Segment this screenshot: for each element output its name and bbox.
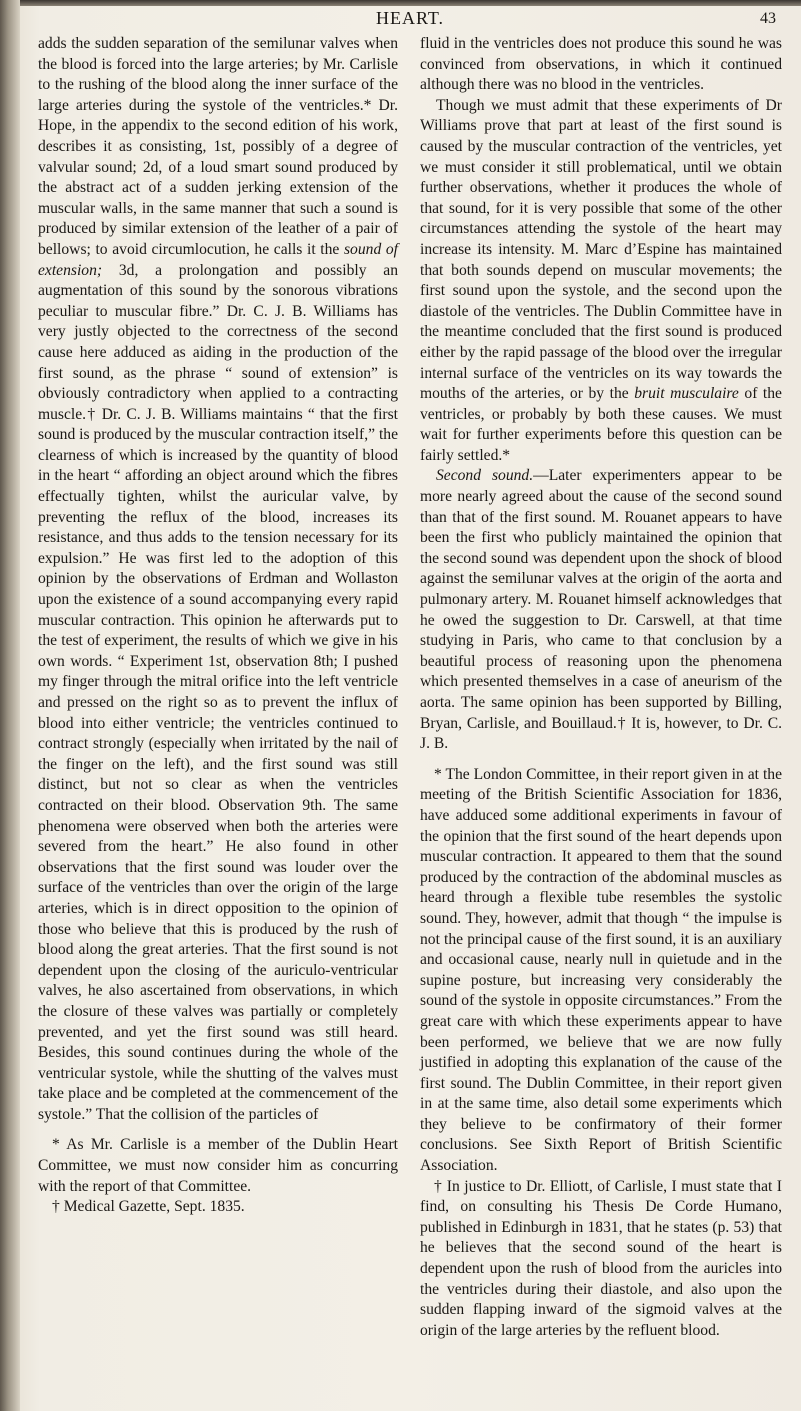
left-footnote-1: * As Mr. Carlisle is a member of the Dublin Heart Committee, we must now consider him as concurring with the report of that Committee. [38, 1136, 398, 1195]
right-paragraph-3 [420, 466, 782, 754]
left-paragraph-1-emphasis: sound of extension; [38, 240, 398, 279]
left-paragraph-1 [38, 34, 398, 1125]
left-column [38, 34, 398, 1218]
right-paragraph-2 [420, 96, 782, 467]
right-footnotes [420, 765, 782, 1342]
right-paragraph-2-emphasis: bruit musculaire [634, 385, 739, 403]
left-footnote-2: † Medical Gazette, Sept. 1835. [52, 1198, 245, 1216]
page-number: 43 [760, 10, 776, 27]
section-heading-second-sound: Second sound. [436, 467, 534, 485]
running-head: HEART. [375, 8, 445, 28]
left-paragraph-1-text: adds the sudden separation of the semilunar valves when the blood is forced into the large arteries; by Mr. Carlisle to the rushing of the blood along the inner surface of the large arteries during the systole of the ventricles.* Dr. Hope, in the appendix to the second edition of his work, describes it as consisting, 1st, possibly of a degree of valvular sound; 2d, of a loud smart sound produced by the abstract act of a sudden jerking extension of the muscular walls, in the same manner that such a sound is produced by similar extension of the leather of a pair of bellows; to avoid circumlocution, he calls it the [38, 35, 398, 258]
right-paragraph-2-text: Though we must admit that these experiments of Dr Williams prove that part at least of the first sound is caused by the muscular contraction of the ventricles, yet we must consider it still problematical, until we obtain further observations, whether it produces the whole of that sound, for it is very possible that some of the other circumstances attending the systole of the heart may increase its intensity. M. Marc d’Espine has maintained that both sounds depend on muscular movements; the first sound upon the systole, and the second upon the diastole of the ventricles. The Dublin Committee have in the meantime concluded that the first sound is produced either by the rapid passage of the blood over the irregular internal surface of the ventricles on its way towards the mouths of the arteries, or by the [420, 96, 782, 403]
right-paragraph-1: fluid in the ventricles does not produce this sound he was convinced from observations, in which it continued although there was no blood in the ventricles. [420, 35, 782, 94]
right-footnote-1: * The London Committee, in their report given in at the meeting of the British Scientific Association for 1836, have adduced some additional experiments in favour of the opinion that the first sound of the heart depends upon muscular contraction. It appeared to them that the sound produced by the contraction of the abdominal muscles as heard through a flexible tube resembles the systolic sound. They, however, admit that though “ the impulse is not the principal cause of the first sound, it is an auxiliary and occasional cause, nearly null in quietude and in the supine posture, but increasing very considerably the sound of the systole in opposite circumstances.” From the great care with which these experiments appear to have been performed, we believe that we are now fully justified in adopting this explanation of the cause of the first sound. The Dublin Committee, in their report given in at the same time, also detail some experiments which they believe to be confirmatory of their former conclusions. See Sixth Report of British Scientific Association. [420, 765, 782, 1175]
right-column [420, 34, 782, 1341]
right-footnote-2: † In justice to Dr. Elliott, of Carlisle, I must state that I find, on consulting his Thesis De Corde Humano, published in Edinburgh in 1831, that he states (p. 53) that he believes that the second sound of the heart is dependent upon the rush of blood from the auricles into the ventricles during their diastole, and also upon the sudden flapping inward of the sigmoid valves at the origin of the large arteries by the refluent blood. [420, 1177, 782, 1339]
right-paragraph-3-text: —Later experimenters appear to be more nearly agreed about the cause of the second sound than that of the first sound. M. Rouanet appears to have been the first who publicly maintained the opinion that the second sound was dependent upon the shock of blood against the semilunar valves at the origin of the aorta and pulmonary artery. M. Rouanet himself acknowledges that he owed the suggestion to Dr. Carswell, at that time studying in Paris, who came to that conclusion by a beautiful process of reasoning upon the phenomena which presented themselves in a case of aneurism of the aorta. The same opinion has been supported by Billing, Bryan, Carlisle, and Bouillaud.† It is, however, to Dr. C. J. B. [420, 467, 782, 753]
left-footnotes [38, 1135, 398, 1217]
left-paragraph-1-continuation: 3d, a prolongation and possibly an augmentation of this sound by the sonorous vibrations peculiar to muscular fibre.” Dr. C. J. B. Williams has very justly objected to the correctness of the second cause here adduced as aiding in the production of the first sound, as the phrase “ sound of extension” is obviously contradictory when applied to a contracting muscle.† Dr. C. J. B. Williams maintains “ that the first sound is produced by the muscular contraction itself,” the clearness of which is increased by the quantity of blood in the heart “ affording an object around which the fibres effectually tighten, whilst the auricular valve, by preventing the reflux of the blood, increases its resistance, and thus adds to the tension necessary for its expulsion.” He was first led to the adoption of this opinion by the observations of Erdman and Wollaston upon the existence of a sound accompanying every rapid muscular contraction. This opinion he afterwards put to the test of experiment, the results of which we give in his own words. “ Experiment 1st, observation 8th; I pushed my finger through the mitral orifice into the left ventricle and pressed on the right so as to prevent the influx of blood into either ventricle; the ventricles continued to contract strongly (especially when irritated by the nail of the finger on the left), and the first sound was still distinct, but not so clear as when the ventricles contracted on their blood. Observation 9th. The same phenomena were observed when both the arteries were severed from the heart.” He also found in other observations that the first sound was louder over the surface of the ventricles than over the origin of the large arteries, which is in direct opposition to the opinion of those who believe that this is produced by the rush of blood along the great arteries. That the first sound is not dependent upon the closing of the auriculo-ventricular valves, he also ascertained from observations, in which the closure of these valves was partially or completely prevented, and yet the first sound was still heard. Besides, this sound continues during the whole of the ventricular systole, while the shutting of the valves must take place and be completed at the commencement of the systole.” That the collision of the particles of [38, 261, 398, 1123]
book-binding-shadow [0, 0, 20, 1411]
right-paragraph-2-continuation: of the ventricles, or probably by both these causes. We must wait for further experiments before this question can be fairly settled.* [420, 385, 782, 464]
page-header [30, 6, 790, 30]
